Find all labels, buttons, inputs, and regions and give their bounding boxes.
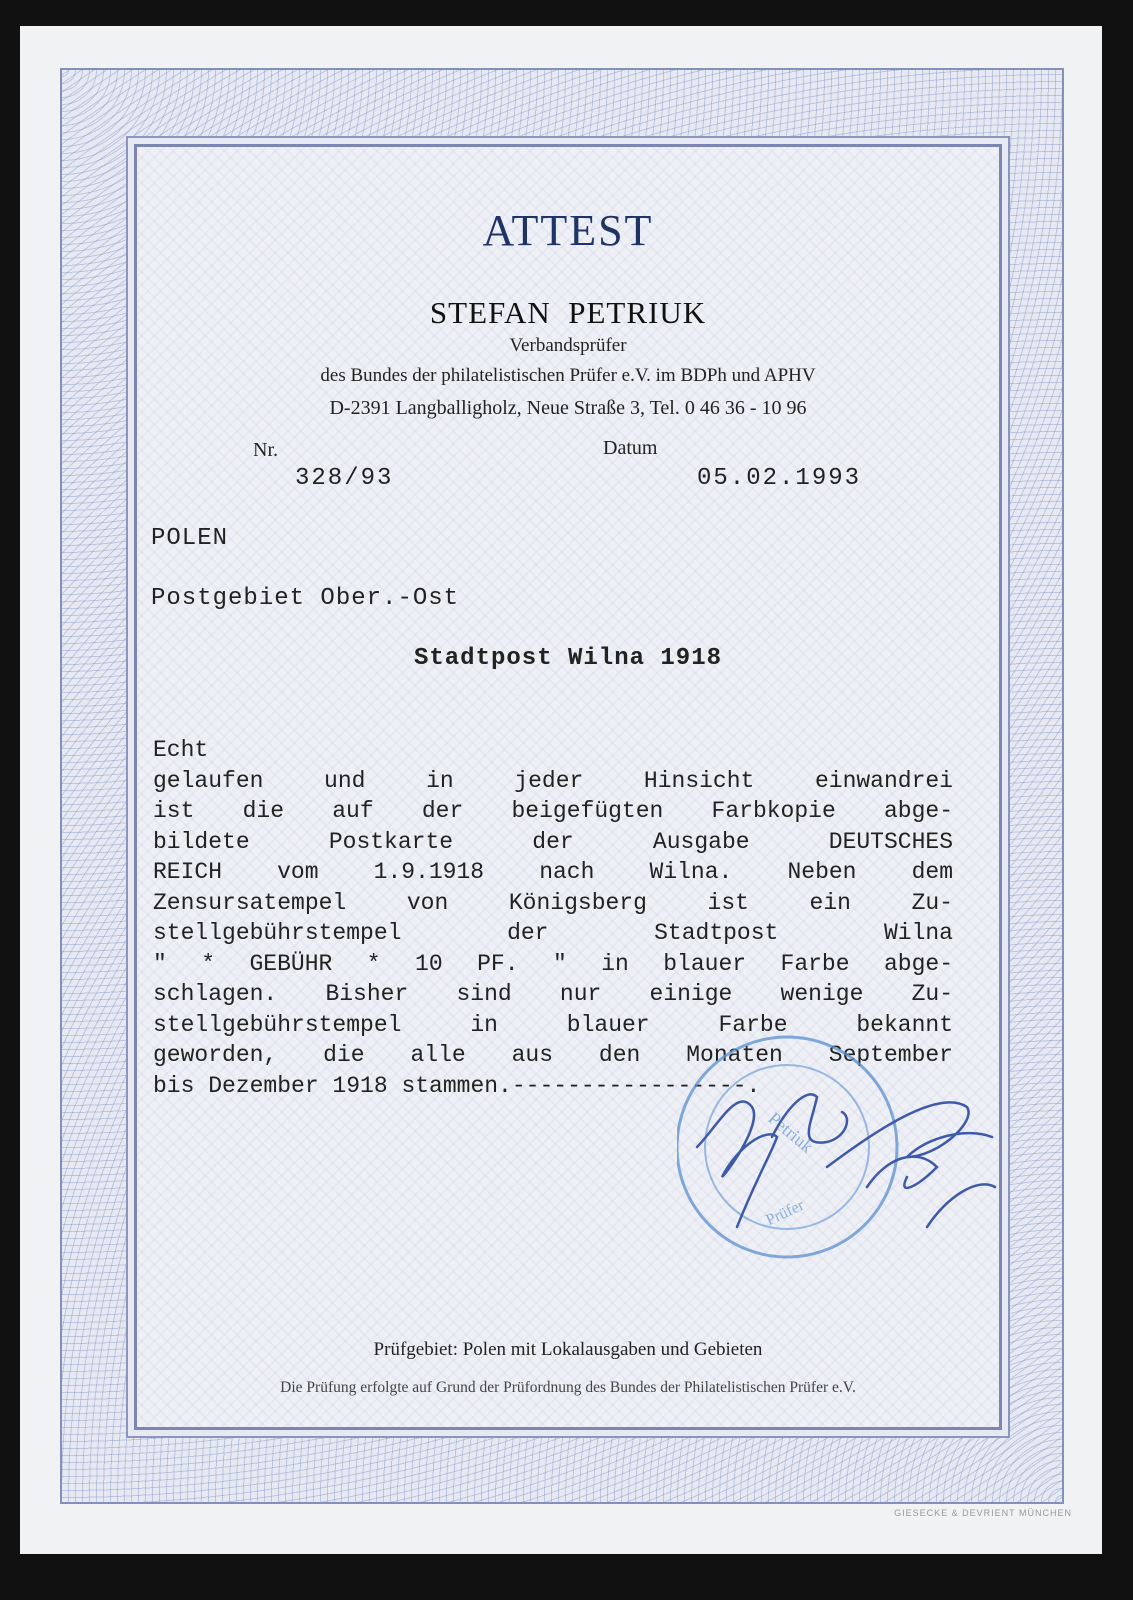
date-label: Datum xyxy=(603,437,658,459)
body-line: stellgebührstempel in blauer Farbe bekannt xyxy=(153,1011,953,1038)
body-line: schlagen. Bisher sind nur einige wenige Zu- xyxy=(153,981,953,1007)
body-line: bis Dezember 1918 stammen.-----------------. xyxy=(153,1072,761,1099)
number-value: 328/93 xyxy=(295,465,394,492)
certificate-inner-panel xyxy=(134,144,1002,1430)
body-line: ist die auf der beigefügten Farbkopie abge- xyxy=(153,798,953,824)
printer-mark: GIESECKE & DEVRIENT MÜNCHEN xyxy=(894,1508,1072,1518)
postal-region: Postgebiet Ober.-Ost xyxy=(151,585,460,612)
body-line: " * GEBÜHR * 10 PF. " in blauer Farbe abge- xyxy=(153,950,953,977)
body-line: Echt xyxy=(153,737,209,763)
address: D-2391 Langballigholz, Neue Straße 3, Tel. 0 46 36 - 10 96 xyxy=(329,397,807,419)
certificate-paper xyxy=(20,26,1102,1554)
certificate-title: ATTEST xyxy=(482,206,654,255)
body-line: geworden, die alle aus den Monaten September xyxy=(153,1042,953,1068)
country: POLEN xyxy=(151,525,229,552)
svg-text:Prüfer: Prüfer xyxy=(763,1196,807,1230)
exam-basis: Die Prüfung erfolgte auf Grund der Prüfordnung des Bundes der Philatelistischen Prüfer e.V. xyxy=(280,1379,856,1396)
exam-area: Prüfgebiet: Polen mit Lokalausgaben und Gebieten xyxy=(373,1339,763,1360)
body-line: REICH vom 1.9.1918 nach Wilna. Neben dem xyxy=(153,859,953,885)
guilloche-border xyxy=(60,68,1064,1504)
date-value: 05.02.1993 xyxy=(697,465,862,492)
organization: des Bundes der philatelistischen Prüfer e.V. im BDPh und APHV xyxy=(320,365,816,386)
examiner-role: Verbandsprüfer xyxy=(509,335,627,356)
body-line: Zensursatempel von Königsberg ist ein Zu- xyxy=(153,889,953,916)
examiner-name: STEFAN PETRIUK xyxy=(429,295,707,330)
svg-text:Petriuk: Petriuk xyxy=(764,1108,818,1157)
body-line: stellgebührstempel der Stadtpost Wilna xyxy=(153,920,953,946)
signature-icon xyxy=(697,1094,995,1230)
round-stamp-icon xyxy=(677,1037,897,1257)
number-label: Nr. xyxy=(253,439,278,461)
examiner-stamp-and-signature-icon xyxy=(677,1027,997,1287)
body-line: bildete Postkarte der Ausgabe DEUTSCHES xyxy=(153,828,953,855)
body-line: gelaufen und in jeder Hinsicht einwandrei xyxy=(153,767,953,794)
issue-heading: Stadtpost Wilna 1918 xyxy=(413,645,723,672)
